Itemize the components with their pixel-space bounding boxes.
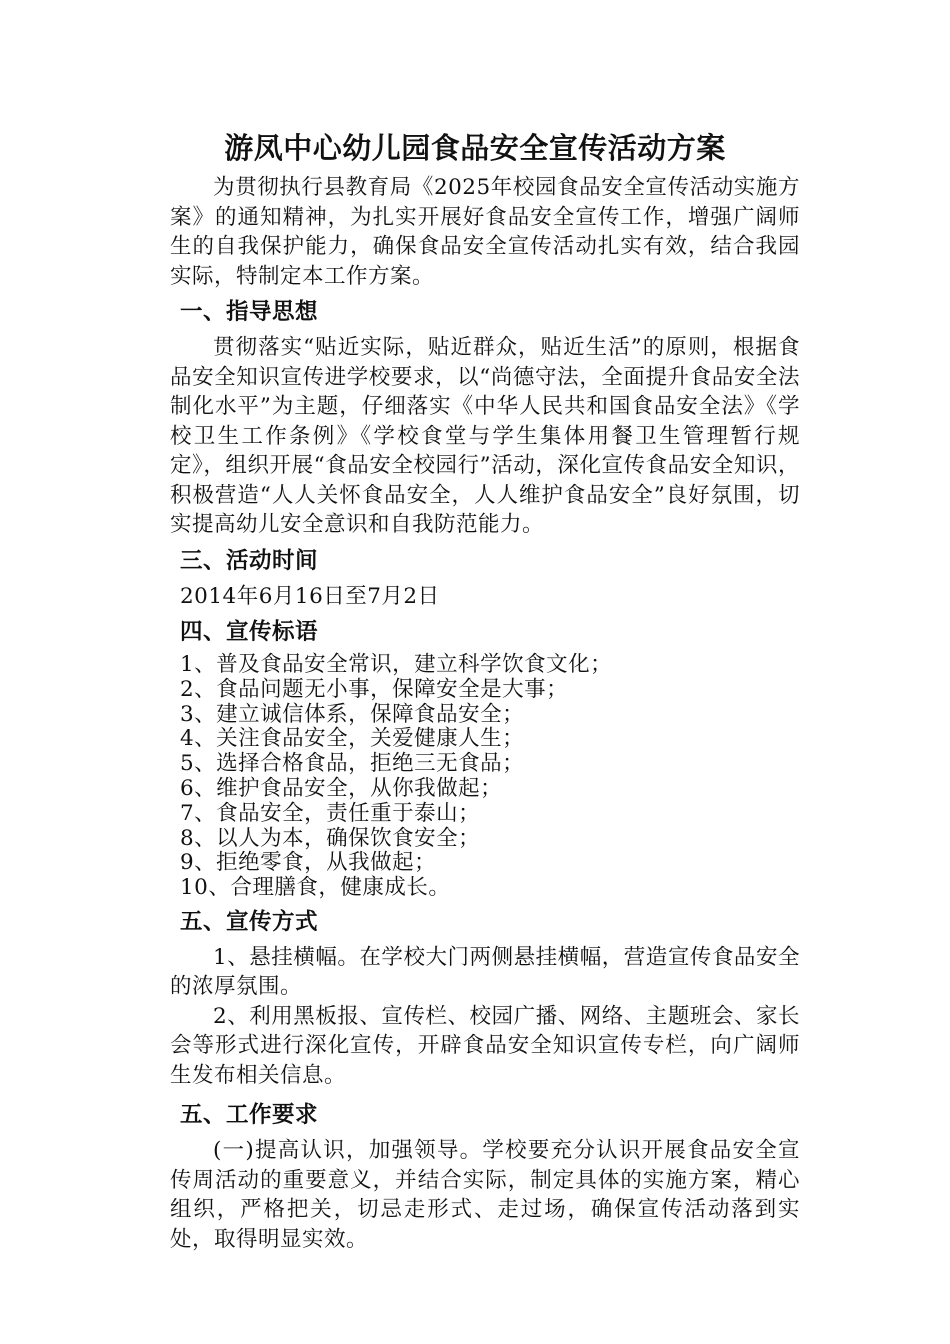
section-heading-time: 三、活动时间 (180, 547, 319, 574)
slogan-item: 6、维护食品安全，从你我做起； (180, 775, 503, 801)
method-paragraph: 1、悬挂横幅。在学校大门两侧悬挂横幅，营造宣传食品安全的浓厚氛围。 (170, 944, 800, 1000)
slogan-item: 9、拒绝零食，从我做起； (180, 850, 437, 876)
slogan-item: 10、合理膳食，健康成长。 (180, 875, 451, 901)
activity-time-text: 2014年6月16日至7月2日 (180, 583, 440, 609)
slogan-item: 1、普及食品安全常识，建立科学饮食文化； (180, 652, 613, 677)
guiding-paragraph: 贯彻落实“贴近实际，贴近群众，贴近生活”的原则，根据食品安全知识宣传进学校要求，以“尚德守法，全面提升食品安全法制化水平”为主题，仔细落实《中华人民共和国食品安全法》《学校卫生工作条例》《学校食堂与学生集体用餐卫生管理暂行规定》，组织开展“食品安全校园行”活动，深化宣传食品安全知识，积极营造“人人关怀食品安全，人人维护食品安全”良好氛围，切实提高幼儿安全意识和自我防范能力。 (170, 335, 800, 537)
slogan-item: 3、建立诚信体系，保障食品安全； (180, 701, 525, 727)
requirement-paragraph: (一)提高认识，加强领导。学校要充分认识开展食品安全宣传周活动的重要意义，并结合实际，制定具体的实施方案，精心组织，严格把关，切忌走形式、走过场，确保宣传活动落到实处，取得明显实效。 (170, 1138, 800, 1252)
document-body (170, 173, 800, 1254)
slogan-item: 7、食品安全，责任重于泰山； (180, 800, 481, 826)
intro-paragraph: 为贯彻执行县教育局《2025年校园食品安全宣传活动实施方案》的通知精神，为扎实开展好食品安全宣传工作，增强广阔师生的自我保护能力，确保食品安全宣传活动扎实有效，结合我园实际，特制定本工作方案。 (170, 175, 800, 289)
slogan-item: 4、关注食品安全，关爱健康人生； (180, 726, 525, 752)
section-heading-requirements: 五、工作要求 (180, 1102, 319, 1129)
slogan-item: 8、以人为本，确保饮食安全； (180, 825, 481, 851)
spacer (170, 1090, 800, 1094)
section-heading-guiding: 一、指导思想 (180, 299, 319, 325)
document-title: 游凤中心幼儿园食品安全宣传活动方案 (224, 131, 726, 165)
slogan-item: 5、选择合格食品，拒绝三无食品； (180, 751, 525, 777)
slogan-item: 2、食品问题无小事，保障安全是大事； (180, 676, 569, 702)
method-paragraph: 2、利用黑板报、宣传栏、校园广播、网络、主题班会、家长会等形式进行深化宣传，开辟食品安全知识宣传专栏，向广阔师生发布相关信息。 (170, 1003, 800, 1088)
section-heading-methods: 五、宣传方式 (180, 908, 319, 935)
section-heading-slogans: 四、宣传标语 (180, 619, 319, 645)
slogan-list (170, 653, 800, 901)
